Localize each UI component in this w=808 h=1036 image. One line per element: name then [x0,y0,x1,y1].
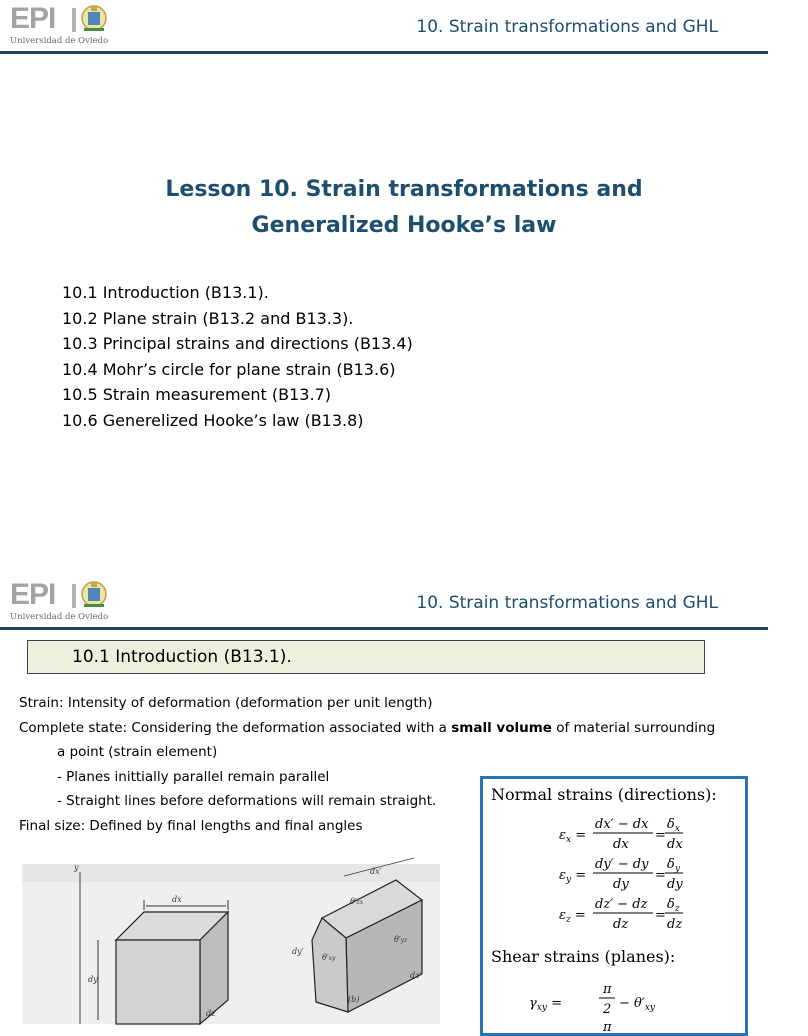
body-text-segment: Complete state: Considering the deformation associated with a [19,719,452,736]
logo-subtitle: Universidad de Oviedo [10,612,109,622]
svg-text:=: = [655,868,666,883]
university-logo [10,580,114,624]
body-text-segment: of material surrounding [551,719,716,736]
lesson-title-line-1: Lesson 10. Strain transformations and [165,177,643,202]
normal-strain-equations [483,813,745,939]
svg-text:=: = [655,828,666,843]
shear-strain-equations [483,975,745,1033]
university-logo [10,4,114,48]
body-line [19,716,715,741]
header-title: 10. Strain transformations and GHL [416,17,718,37]
toc-item: 10.6 Generelized Hooke’s law (B13.8) [62,410,364,430]
svg-text:θ′yz: θ′yz [394,935,408,944]
svg-text:δy: $\delta_y$ [667,857,680,874]
svg-text:dx: dx [613,837,629,852]
equation-epsilon-x [559,817,683,852]
svg-text:dy: dy [667,877,683,892]
equation-gamma-xy [529,982,656,1035]
strain-element-diagram [22,860,440,1024]
svg-text:dz′: dz′ [410,971,422,980]
svg-text:π: π [603,982,612,997]
svg-text:εy =: $\varepsilon_y$ = [559,868,587,885]
svg-text:dx′: dx′ [370,867,382,876]
header-divider [0,51,768,54]
svg-text:δz: $\delta_z$ [667,897,680,914]
svg-text:y: y [74,863,79,872]
svg-text:2: 2 [603,1002,612,1017]
crest-icon [66,580,112,612]
strain-formulas-box [480,776,748,1036]
svg-text:εx =: $\varepsilon_x$ = [559,828,587,845]
lesson-title [0,172,808,244]
header-divider [0,627,768,630]
toc-item: 10.4 Mohr’s circle for plane strain (B13.6) [62,359,396,379]
toc-item: 10.2 Plane strain (B13.2 and B13.3). [62,308,354,328]
equation-epsilon-z [559,897,683,932]
svg-text:γxy =: $\gamma_{xy}$ = [529,996,562,1013]
body-line: - Planes inittially parallel remain parallel [57,768,330,785]
svg-text:εz =: $\varepsilon_z$ = [559,908,586,925]
svg-text:=: = [655,908,666,923]
deformation-figure [22,860,440,1024]
svg-text:π: π [603,1020,612,1035]
section-title-box [27,640,705,674]
table-of-contents [62,280,413,433]
svg-text:dz: dz [667,917,683,932]
normal-strains-heading: Normal strains (directions): [491,785,717,804]
svg-text:dy′: dy′ [292,947,304,956]
emphasis-text: small volume [451,719,552,736]
dy-label: dy [88,975,98,984]
dz-label: dz [206,1009,216,1018]
svg-text:dy: dy [613,877,629,892]
lesson-title-line-2: Generalized Hooke’s law [251,213,557,238]
slide-2 [0,576,768,1035]
header-title: 10. Strain transformations and GHL [416,593,718,613]
figure-caption: (b) [348,995,360,1004]
svg-text:dz: dz [613,917,629,932]
shear-strains-heading: Shear strains (planes): [491,947,676,966]
svg-text:dx: dx [667,837,683,852]
svg-text:δx: $\delta_x$ [667,817,680,834]
svg-text:− θ′xy: − $\theta'_{xy}$ [619,996,655,1013]
svg-text:dx′ − dx: dx′ − dx [595,817,649,832]
svg-text:θ′zx: θ′zx [350,897,364,906]
equation-epsilon-y [559,857,683,892]
svg-text:dz′ − dz: dz′ − dz [595,897,648,912]
body-line: - Straight lines before deformations will remain straight. [57,793,437,809]
toc-item: 10.3 Principal strains and directions (B13.4) [62,334,413,353]
crest-icon [66,4,112,36]
logo-text: EPI [10,578,56,611]
body-line: Final size: Defined by final lengths and final angles [19,817,363,834]
toc-item: 10.5 Strain measurement (B13.7) [62,385,331,404]
body-line: Strain: Intensity of deformation (deformation per unit length) [19,695,433,711]
svg-text:dy′ − dy: dy′ − dy [595,857,649,872]
svg-text:θ′xy: θ′xy [322,953,336,962]
logo-text: EPI [10,2,56,35]
section-title: 10.1 Introduction (B13.1). [72,647,292,667]
logo-subtitle: Universidad de Oviedo [10,36,109,46]
dx-label: dx [172,895,182,904]
body-line: a point (strain element) [57,744,218,760]
toc-item: 10.1 Introduction (B13.1). [62,283,269,302]
